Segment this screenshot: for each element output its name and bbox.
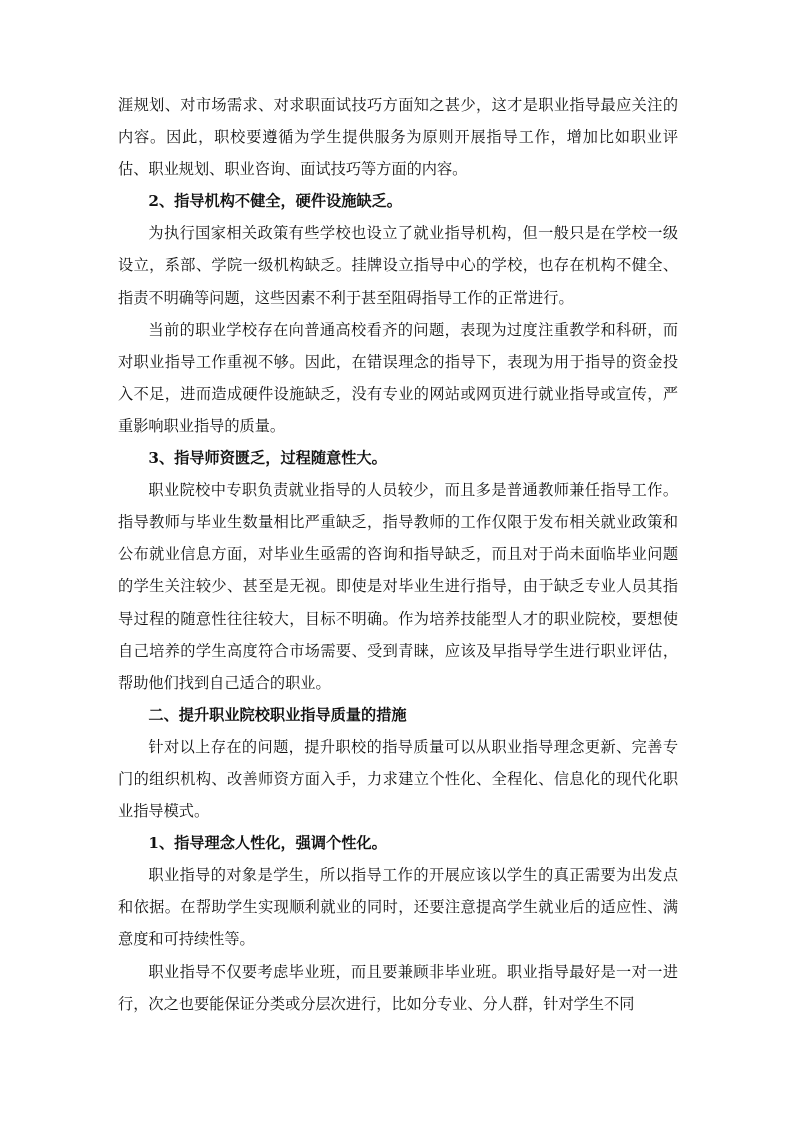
paragraph: 针对以上存在的问题，提升职校的指导质量可以从职业指导理念更新、完善专门的组织机构、改善师资方面入手，力求建立个性化、全程化、信息化的现代化职业指导模式。 — [118, 737, 678, 821]
paragraph: 职业指导不仅要考虑毕业班，而且要兼顾非毕业班。职业指导最好是一对一进行，次之也要能保证分类或分层次进行，比如分专业、分人群，针对学生不同 — [118, 962, 678, 1013]
chapter-heading-two: 二、提升职业院校职业指导质量的措施 — [148, 705, 407, 724]
paragraph: 当前的职业学校存在向普通高校看齐的问题，表现为过度注重教学和科研，而对职业指导工作重视不够。因此，在错误理念的指导下，表现为用于指导的资金投入不足，进而造成硬件设施缺乏，没有专业的网站或网页进行就业指导或宣传，严重影响职业指导的质量。 — [118, 320, 678, 435]
paragraph: 为执行国家相关政策有些学校也设立了就业指导机构，但一般只是在学校一级设立，系部、学院一级机构缺乏。挂牌设立指导中心的学校，也存在机构不健全、指责不明确等问题，这些因素不利于甚至阻碍指导工作的正常进行。 — [118, 224, 678, 307]
section-heading-1: 1、指导理念人性化，强调个性化。 — [148, 834, 387, 853]
paragraph-continuation: 涯规划、对市场需求、对求职面试技巧方面知之甚少，这才是职业指导最应关注的内容。因此，职校要遵循为学生提供服务为原则开展指导工作，增加比如职业评估、职业规划、职业咨询、面试技巧等方面的内容。 — [118, 96, 678, 179]
paragraph: 职业指导的对象是学生，所以指导工作的开展应该以学生的真正需要为出发点和依据。在帮助学生实现顺利就业的同时，还要注意提高学生就业后的适应性、满意度和可持续性等。 — [118, 866, 678, 949]
paragraph: 职业院校中专职负责就业指导的人员较少，而且多是普通教师兼任指导工作。指导教师与毕业生数量相比严重缺乏，指导教师的工作仅限于发布相关就业政策和公布就业信息方面，对毕业生亟需的咨询和指导缺乏，而且对于尚未面临毕业问题的学生关注较少、甚至是无视。即使是对毕业生进行指导，由于缺乏专业人员其指导过程的随意性往往较大，目标不明确。作为培养技能型人才的职业院校，要想使自己培养的学生高度符合市场需要、受到青睐，应该及早指导学生进行职业评估，帮助他们找到自己适合的职业。 — [118, 481, 678, 692]
section-heading-3: 3、指导师资匮乏，过程随意性大。 — [148, 449, 387, 468]
section-heading-2: 2、指导机构不健全，硬件设施缺乏。 — [148, 192, 402, 211]
document-page — [118, 89, 678, 1020]
